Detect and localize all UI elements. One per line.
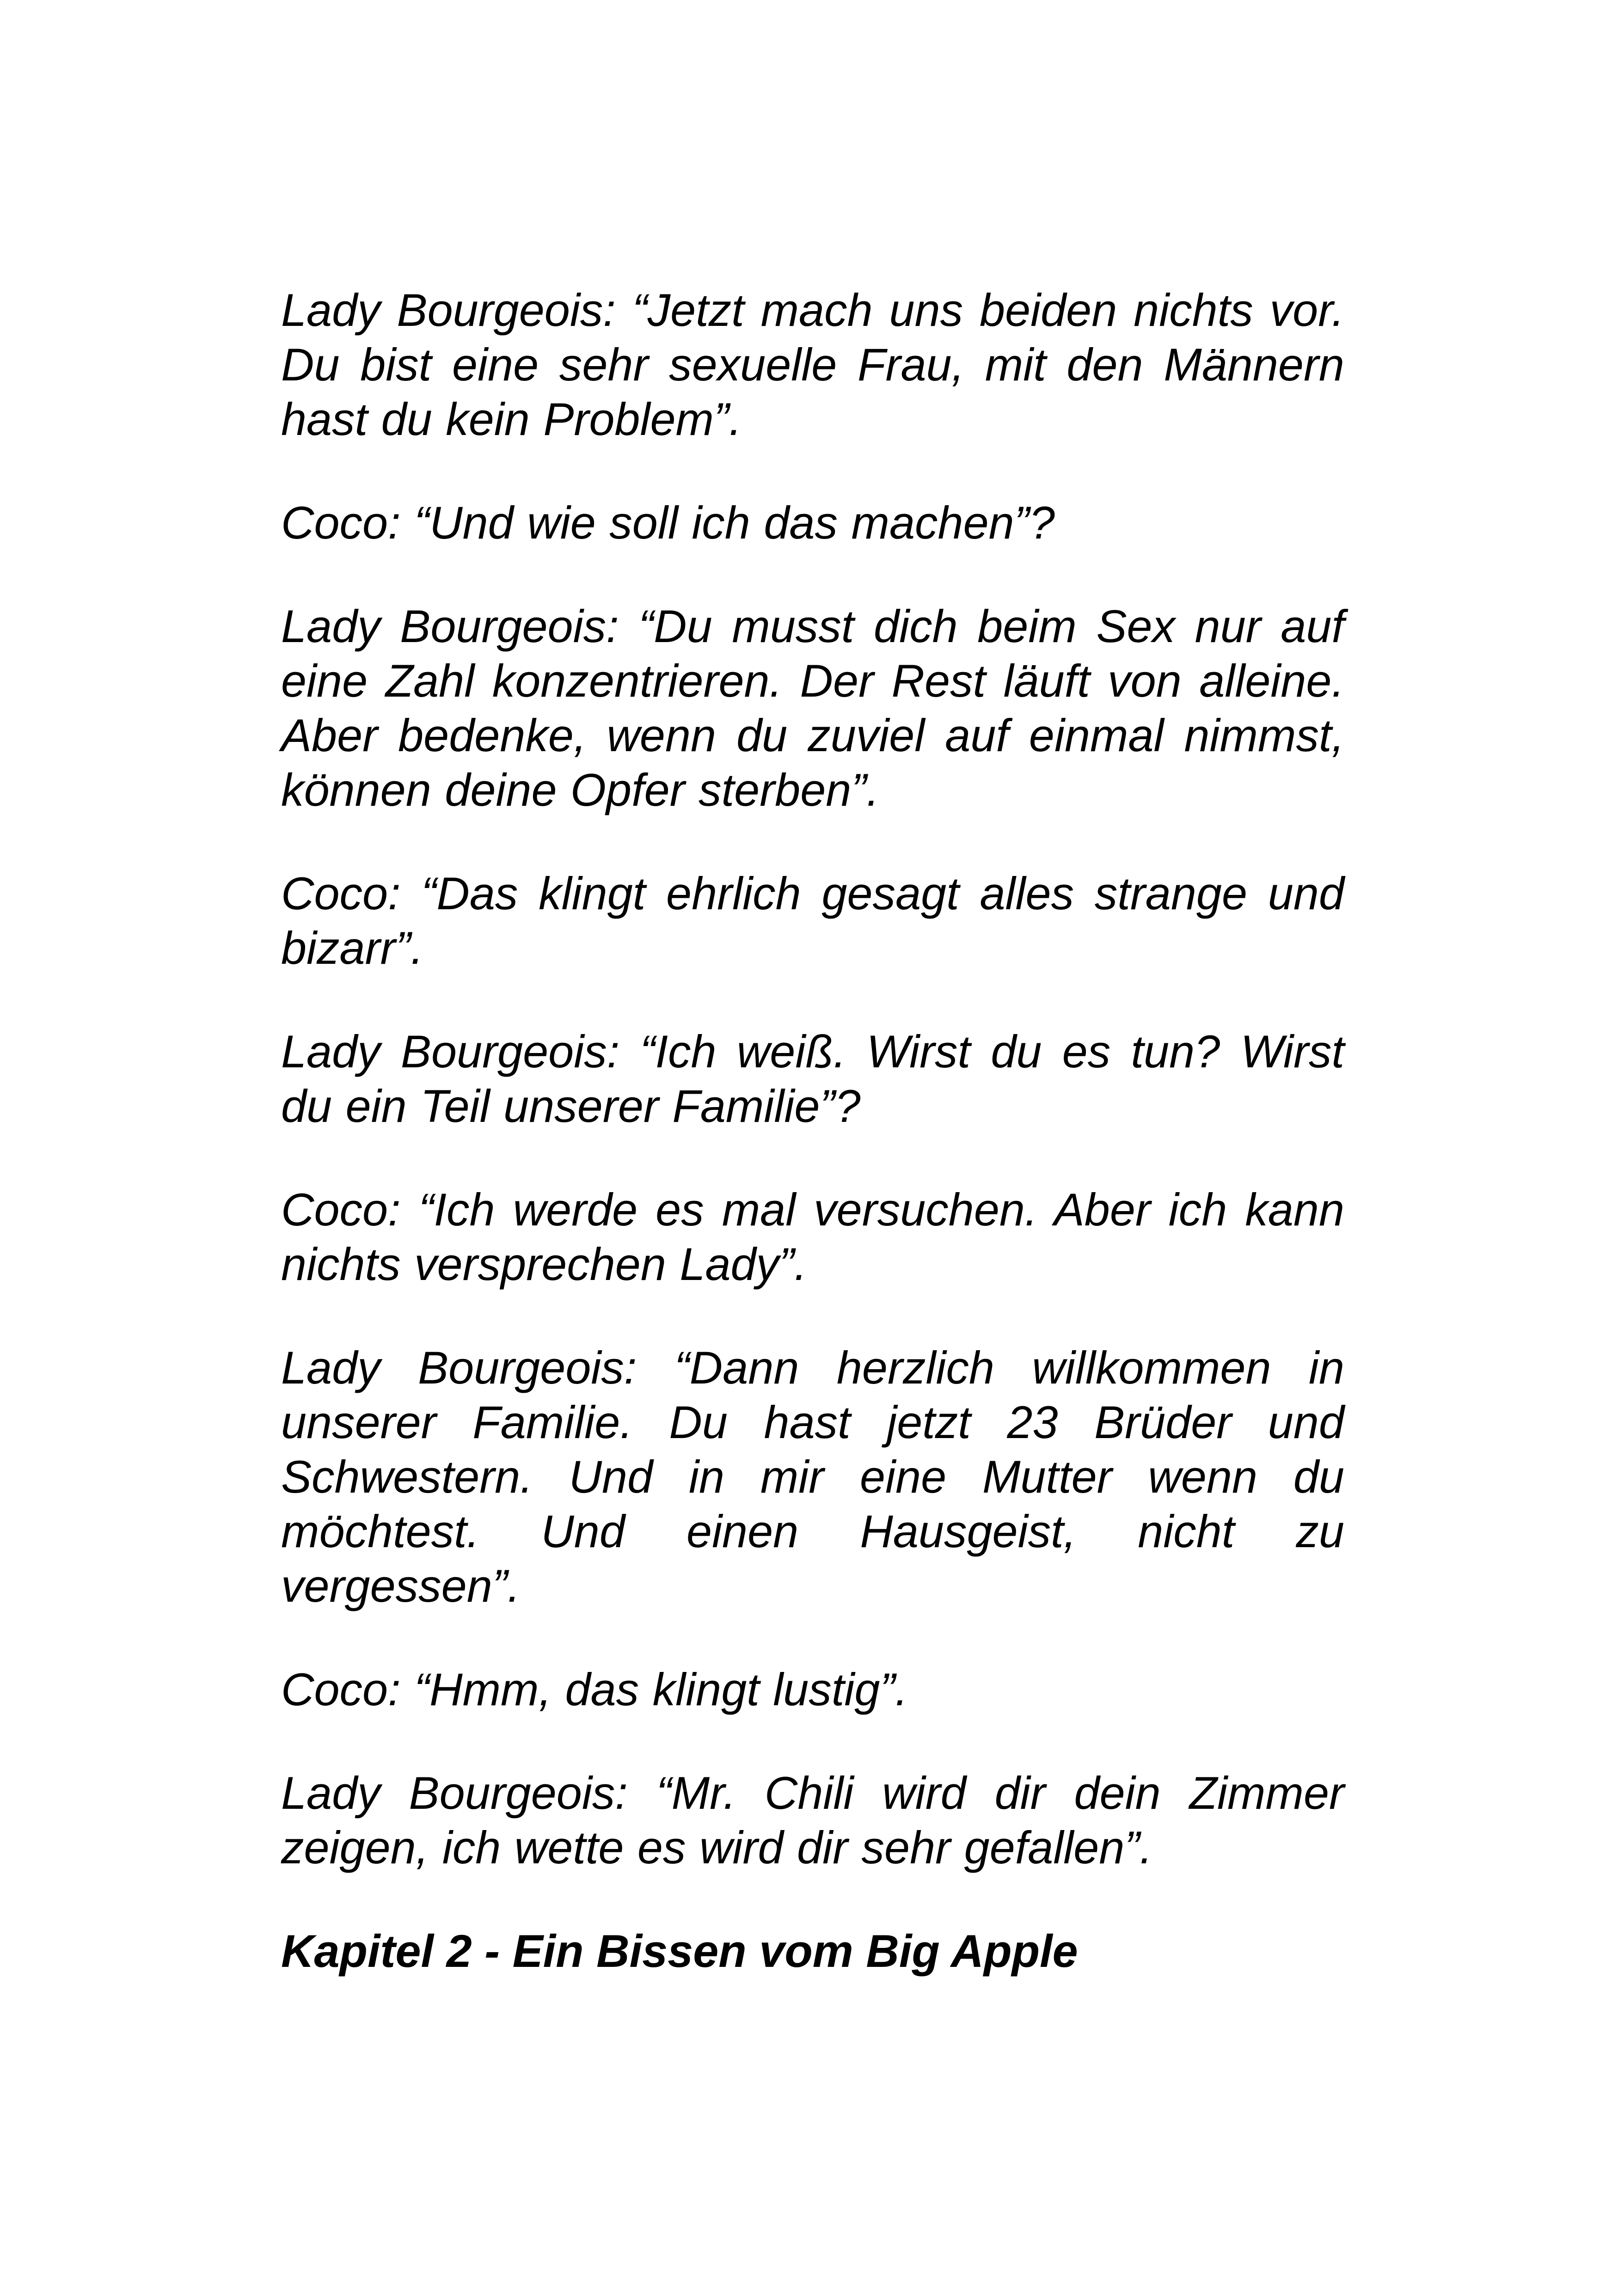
body-text: [281, 283, 1344, 1978]
dialogue-paragraph: Lady Bourgeois: “Dann herzlich willkommen in unserer Familie. Du hast jetzt 23 Brüder und Schwestern. Und in mir eine Mutter wenn du möchtest. Und einen Hausgeist, nicht zu vergessen”.: [281, 1342, 1344, 1611]
dialogue-paragraph: Lady Bourgeois: “Mr. Chili wird dir dein Zimmer zeigen, ich wette es wird dir sehr gefallen”.: [281, 1767, 1344, 1873]
dialogue-paragraph: Coco: “Hmm, das klingt lustig”.: [281, 1664, 908, 1715]
dialogue-paragraph: Lady Bourgeois: “Du musst dich beim Sex nur auf eine Zahl konzentrieren. Der Rest läuft von alleine. Aber bedenke, wenn du zuviel auf einmal nimmst, können deine Opfer sterben”.: [281, 600, 1344, 815]
chapter-heading: Kapitel 2 - Ein Bissen vom Big Apple: [281, 1925, 1078, 1977]
dialogue-paragraph: Lady Bourgeois: “Jetzt mach uns beiden nichts vor. Du bist eine sehr sexuelle Frau, mit den Männern hast du kein Problem”.: [281, 284, 1344, 445]
dialogue-paragraph: Coco: “Das klingt ehrlich gesagt alles strange und bizarr”.: [281, 868, 1344, 974]
dialogue-paragraph: Lady Bourgeois: “Ich weiß. Wirst du es tun? Wirst du ein Teil unserer Familie”?: [281, 1026, 1344, 1132]
dialogue-paragraph: Coco: “Und wie soll ich das machen”?: [281, 497, 1055, 548]
dialogue-paragraph: Coco: “Ich werde es mal versuchen. Aber ich kann nichts versprechen Lady”.: [281, 1184, 1344, 1290]
